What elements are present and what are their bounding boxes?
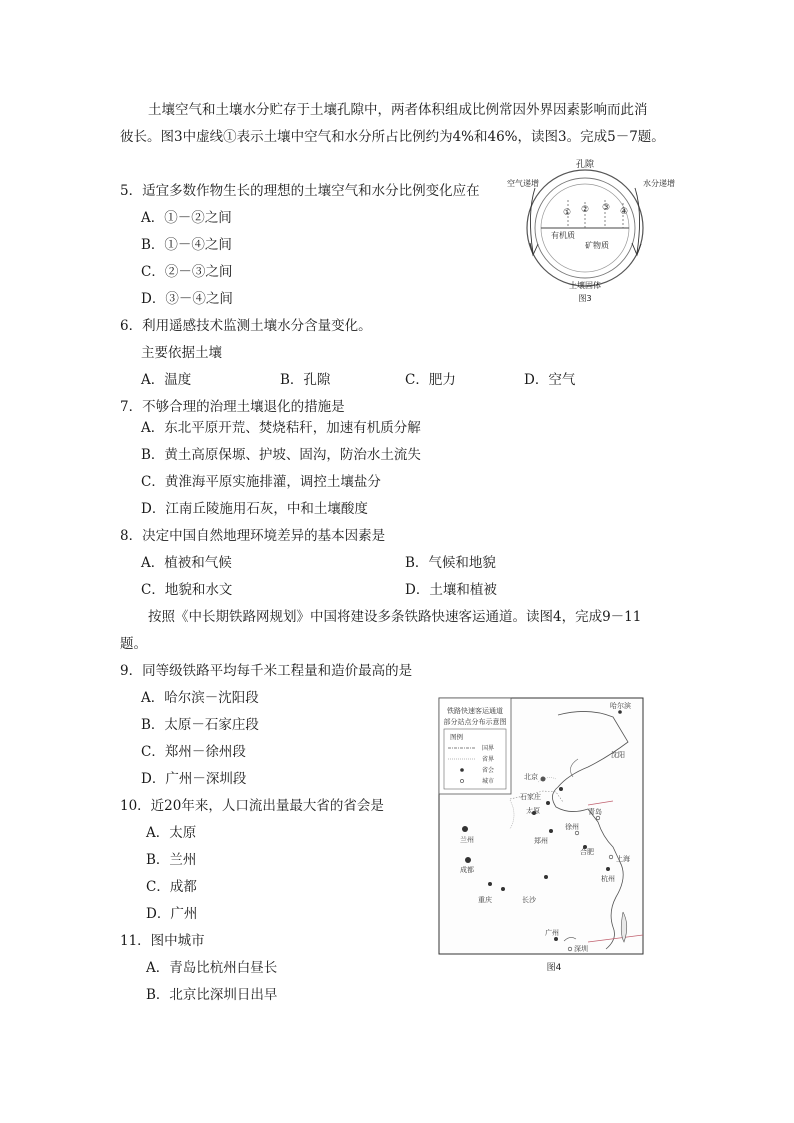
question-6-stem: 6．利用遥感技术监测土壤水分含量变化。 [120, 318, 372, 334]
question-9-option-c: C．郑州－徐州段 [141, 744, 246, 760]
question-8-stem: 8．决定中国自然地理环境差异的基本因素是 [120, 528, 386, 544]
question-5-option-d: D．③－④之间 [141, 291, 233, 307]
question-7-option-c: C．黄淮海平原实施排灌，调控土壤盐分 [141, 474, 381, 490]
figure-4-caption: 图4 [546, 963, 562, 973]
figure-3-marker-1: ① [562, 208, 572, 218]
figure-4-city-hefei: 合肥 [580, 848, 594, 856]
figure-4-legend-title: 图例 [450, 733, 463, 741]
figure-3-soil-diagram [505, 158, 675, 306]
question-10-option-d: D．广州 [146, 906, 198, 922]
figure-4-city-chongqing: 重庆 [478, 896, 492, 904]
question-10-option-c: C．成都 [146, 879, 197, 895]
intro-2-line-2: 题。 [120, 636, 147, 652]
question-6-stem-2: 主要依据土壤 [141, 345, 222, 361]
question-10-option-b: B．兰州 [146, 852, 197, 868]
figure-3-marker-4: ④ [619, 207, 629, 217]
figure-4-city-xuzhou: 徐州 [565, 823, 579, 831]
figure-4-legend-border: 国界 [482, 745, 495, 752]
figure-4-city-hangzhou: 杭州 [601, 875, 615, 883]
question-7-option-b: B．黄土高原保塬、护坡、固沟，防治水土流失 [141, 447, 421, 463]
figure-3-label-mineral: 矿物质 [585, 241, 609, 250]
figure-3-marker-2: ② [580, 205, 590, 215]
figure-4-city-guangzhou: 广州 [545, 929, 559, 937]
intro-1-line-2: 彼长。图3中虚线①表示土壤中空气和水分所占比例约为4%和46%，读图3。完成5－7题。 [120, 129, 665, 145]
question-7-option-a: A．东北平原开荒、焚烧秸秆，加速有机质分解 [141, 420, 421, 436]
figure-4-title-line-1: 铁路快速客运通道 [447, 707, 503, 715]
figure-4-city-shijiazhuang: 石家庄 [520, 793, 541, 801]
question-8-option-c: C．地貌和水文 [141, 582, 233, 598]
question-9-option-a: A．哈尔滨－沈阳段 [141, 690, 259, 706]
question-11-option-a: A．青岛比杭州白昼长 [146, 960, 278, 976]
question-8-option-b: B．气候和地貌 [405, 555, 496, 571]
question-6-option-b: B．孔隙 [280, 372, 331, 388]
question-5-option-b: B．①－④之间 [141, 237, 232, 253]
question-6-option-c: C．肥力 [405, 372, 456, 388]
figure-3-label-water: 水分递增 [643, 179, 675, 188]
figure-3-label-air: 空气递增 [507, 179, 539, 188]
figure-4-legend-city: 城市 [482, 778, 495, 785]
question-11-option-b: B．北京比深圳日出早 [146, 987, 278, 1003]
figure-3-marker-3: ③ [601, 203, 611, 213]
figure-4-railway-map [438, 697, 648, 977]
figure-4-title-line-2: 部分站点分布示意图 [443, 718, 507, 726]
figure-3-caption: 图3 [578, 294, 592, 303]
figure-3-label-pores: 孔隙 [575, 160, 595, 170]
figure-4-legend-province-border: 省界 [482, 756, 495, 763]
figure-4-city-taiyuan: 太原 [526, 807, 540, 815]
figure-4-city-harbin: 哈尔滨 [610, 702, 631, 710]
question-11-stem: 11．图中城市 [120, 933, 205, 949]
question-6-option-a: A．温度 [141, 372, 192, 388]
question-5-option-c: C．②－③之间 [141, 264, 233, 280]
figure-4-city-changsha: 长沙 [522, 896, 536, 904]
question-10-stem: 10．近20年来，人口流出量最大省的省会是 [120, 798, 384, 814]
figure-3-label-solid: 土壤固体 [569, 281, 601, 290]
figure-3-label-organic: 有机质 [551, 231, 575, 240]
question-5-option-a: A．①－②之间 [141, 210, 232, 226]
question-10-option-a: A．太原 [146, 825, 197, 841]
intro-1-line-1: 土壤空气和土壤水分贮存于土壤孔隙中，两者体积组成比例常因外界因素影响而此消 [148, 102, 648, 118]
figure-4-legend-capital: 省会 [482, 767, 495, 774]
question-6-option-d: D．空气 [524, 372, 576, 388]
question-8-option-d: D．土壤和植被 [405, 582, 497, 598]
figure-4-city-chengdu: 成都 [460, 866, 474, 874]
question-9-option-d: D．广州－深圳段 [141, 771, 247, 787]
figure-4-city-lanzhou: 兰州 [460, 836, 474, 844]
figure-4-city-shenzhen: 深圳 [574, 945, 588, 953]
question-7-stem: 7．不够合理的治理土壤退化的措施是 [120, 399, 345, 415]
figure-4-city-beijing: 北京 [524, 773, 538, 781]
question-8-option-a: A．植被和气候 [141, 555, 232, 571]
figure-4-city-qingdao: 青岛 [588, 808, 602, 816]
question-7-option-d: D．江南丘陵施用石灰，中和土壤酸度 [141, 501, 368, 517]
figure-4-city-shanghai: 上海 [616, 855, 630, 863]
question-9-option-b: B．太原－石家庄段 [141, 717, 259, 733]
figure-4-city-shenyang: 沈阳 [611, 751, 625, 759]
question-9-stem: 9．同等级铁路平均每千米工程量和造价最高的是 [120, 663, 413, 679]
intro-2-line-1: 按照《中长期铁路网规划》中国将建设多条铁路快速客运通道。读图4，完成9－11 [148, 609, 642, 625]
question-5-stem: 5．适宜多数作物生长的理想的土壤空气和水分比例变化应在 [120, 183, 480, 199]
figure-4-city-zhengzhou: 郑州 [534, 837, 548, 845]
